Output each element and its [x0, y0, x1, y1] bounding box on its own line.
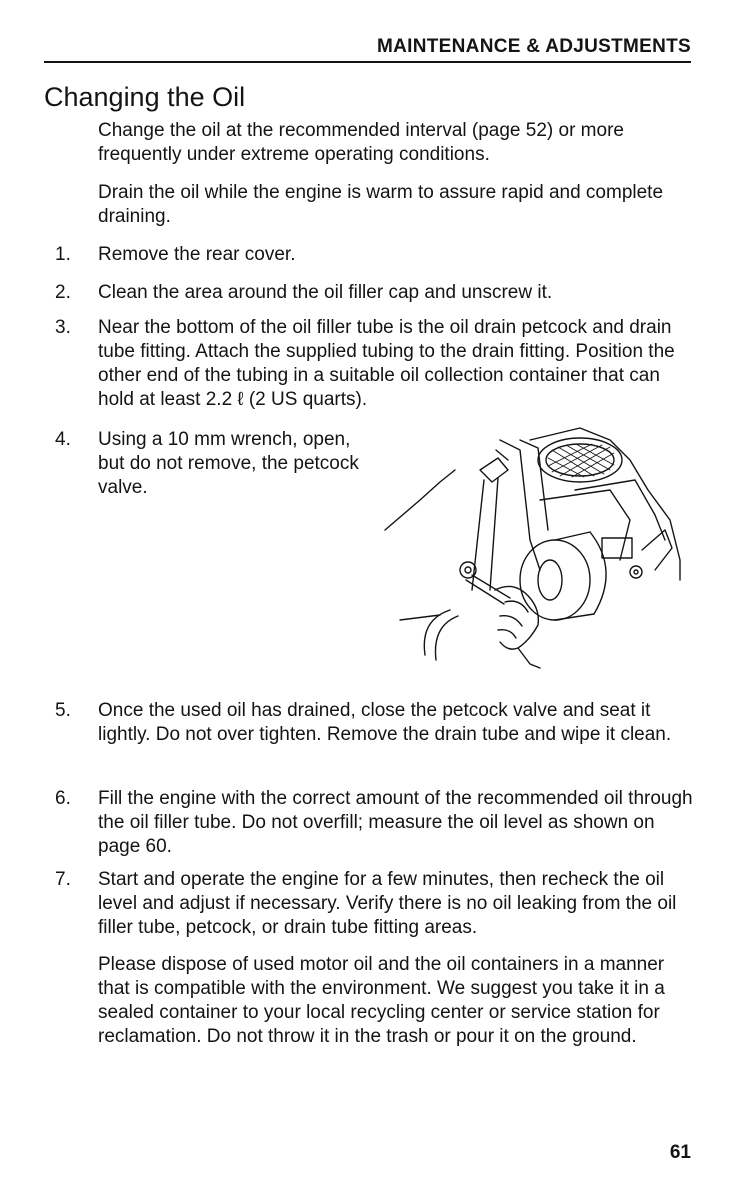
- step-7: [55, 868, 699, 940]
- step-text: Start and operate the engine for a few minutes, then recheck the oil level and adjust if necessary. Verify there is no oil leaking from the oil filler tube, petcock, or drain tube fitting areas.: [98, 869, 677, 938]
- step-4: [55, 428, 375, 500]
- page-title: Changing the Oil: [44, 82, 246, 112]
- step-text: Clean the area around the oil filler cap and unscrew it.: [98, 282, 553, 303]
- step-text: Using a 10 mm wrench, open, but do not remove, the petcock valve.: [98, 429, 359, 498]
- page-number: 61: [669, 1142, 691, 1163]
- step-text: Near the bottom of the oil filler tube is the oil drain petcock and drain tube fitting. Attach the supplied tubing to the drain fitting. Position the other end of the tubing in a suitable oil collection container that can hold at least 2.2 ℓ (2 US quarts).: [98, 317, 675, 410]
- step-number: 2.: [55, 282, 71, 303]
- step-1: [55, 243, 699, 267]
- engine-illustration-icon: [380, 420, 690, 670]
- step-text: Fill the engine with the correct amount of the recommended oil through the oil filler tube. Do not overfill; measure the oil level as shown on page 60.: [98, 788, 693, 857]
- step-2: [55, 281, 699, 305]
- intro-paragraph-2: Drain the oil while the engine is warm to assure rapid and complete draining.: [98, 182, 664, 227]
- engine-oil-drain-illustration: [380, 420, 690, 670]
- step-number: 5.: [55, 700, 71, 721]
- step-number: 1.: [55, 244, 71, 265]
- intro-paragraph-1: Change the oil at the recommended interval (page 52) or more frequently under extreme operating conditions.: [98, 120, 624, 165]
- disposal-note: Please dispose of used motor oil and the oil containers in a manner that is compatible with the environment. We suggest you take it in a sealed container to your local recycling center or service station for reclamation. Do not throw it in the trash or pour it on the ground.: [98, 954, 665, 1047]
- step-6: [55, 787, 699, 859]
- step-3: [55, 316, 699, 412]
- step-number: 3.: [55, 317, 71, 338]
- step-number: 7.: [55, 869, 71, 890]
- section-header: MAINTENANCE & ADJUSTMENTS: [377, 36, 691, 57]
- step-text: Once the used oil has drained, close the petcock valve and seat it lightly. Do not over tighten. Remove the drain tube and wipe it clean.: [98, 700, 672, 745]
- step-text: Remove the rear cover.: [98, 244, 296, 265]
- step-5: [55, 699, 699, 747]
- step-number: 6.: [55, 788, 71, 809]
- header-divider: [44, 61, 691, 63]
- step-number: 4.: [55, 429, 71, 450]
